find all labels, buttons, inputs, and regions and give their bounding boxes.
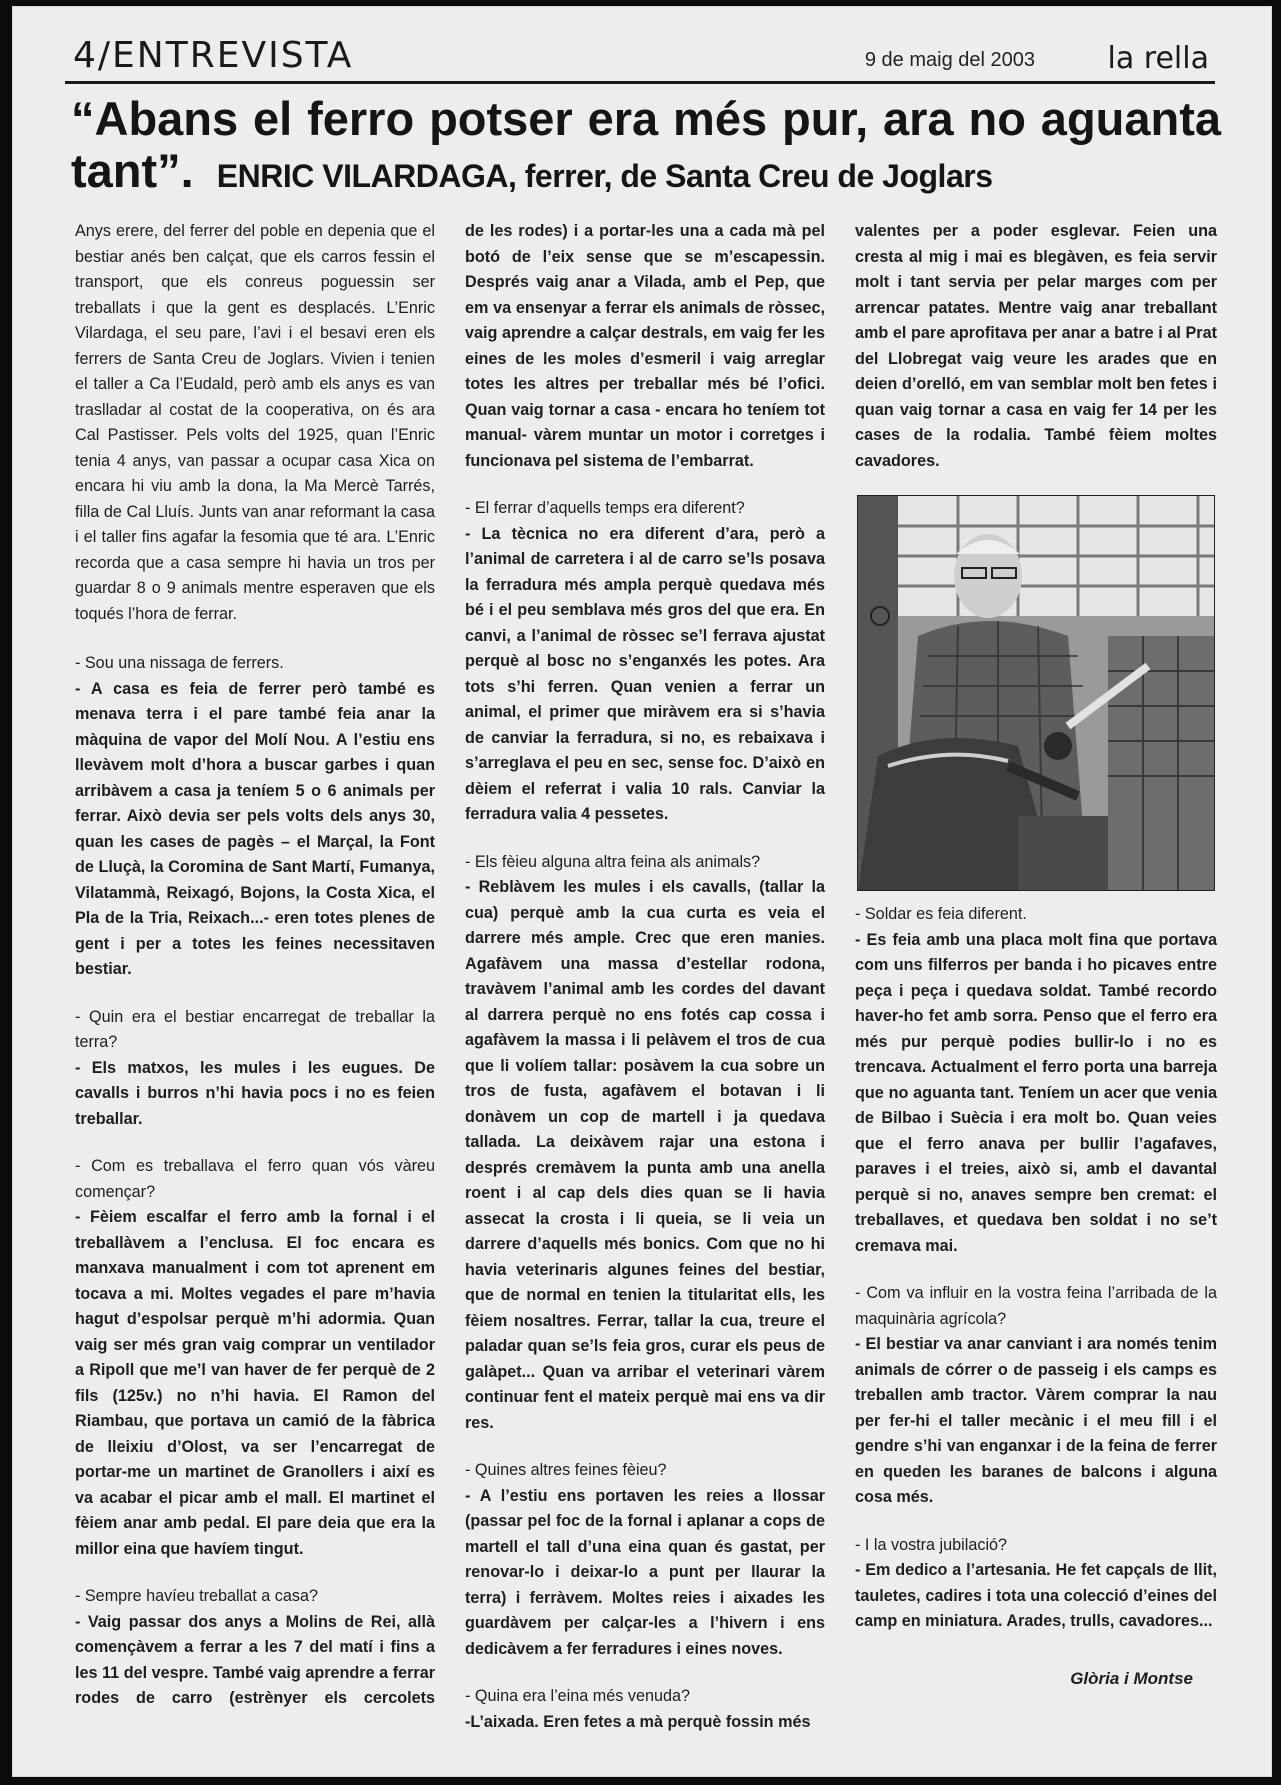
question: - El ferrar d’aquells temps era diferent? — [465, 499, 745, 517]
question: - Quin era el bestiar encarregat de treballar la terra? — [75, 1007, 435, 1051]
qa-block — [465, 850, 825, 1437]
qa-block — [465, 1458, 825, 1662]
question: - Sou una nissaga de ferrers. — [75, 654, 284, 672]
qa-block — [855, 1281, 1217, 1511]
answer: - A l’estiu ens portaven les reies a llossar (passar pel foc de la fornal i aplanar a cops de martell el tall d’una eina quan és gastat, per renovar-lo i deixar-lo a punt per llaurar la terra) i ferràvem. Moltes reies i aixades les guardàvem per calçar-les a l’hivern i ens dedicàvem a fer ferradures i eines noves. — [465, 1486, 825, 1658]
qa-block — [465, 496, 825, 828]
qa-block — [75, 651, 435, 983]
answer-part-1: -L’aixada. Eren fetes a mà perquè fossin més — [465, 1712, 811, 1731]
newspaper-page — [12, 6, 1272, 1777]
question: - Com es treballava el ferro quan vós vàreu començar? — [75, 1157, 435, 1201]
answer: - La tècnica no era diferent d’ara, però a l’animal de carretera i al de carro se’ls posava la ferradura més ampla perquè quedava més bé i el peu semblava més gros del que era. En canvi, a l’animal de ròssec se’l ferrava ajustat perquè al bosc no s’enganxés les potes. Ara tots s’hi ferren. Quan venien a ferrar un animal, el primer que miràvem era si s’havia de canviar la ferradura, si no, es rebaixava i s’arreglava el peu en sec, sense foc. D’això en dèiem el referrat i valia 10 rals. Canviar la ferradura valia 4 pessetes. — [465, 524, 825, 823]
article-column-3 — [855, 219, 1217, 1657]
page-header — [65, 37, 1215, 84]
qa-block — [465, 1684, 825, 1735]
headline-subtitle: ENRIC VILARDAGA, ferrer, de Santa Creu de Joglars — [216, 158, 993, 194]
interview-photo — [857, 495, 1215, 891]
qa-block — [75, 1154, 435, 1562]
article-column-2 — [465, 219, 825, 1735]
answer: - Es feia amb una placa molt fina que portava com uns filferros per banda i ho picaves entre peça i peça i quedava soldat. També recordo haver-ho fet amb sorra. Penso que el ferro era més pur perquè podies bullir-lo i no es trencava. Actualment el ferro porta una barreja que no aguanta tant. Teníem un acer que venia de Bilbao i Suècia i era molt bo. Quan veies que el ferro anava per bullir l’agafaves, paraves i el treies, això si, amb el davantal perquè si no, anaves sempre ben cremat: el treballaves, et quedava ben soldat i no se’t cremava mai. — [855, 930, 1217, 1255]
qa-continuation — [855, 219, 1217, 474]
qa-continuation — [465, 219, 825, 474]
intro-paragraph: Anys erere, del ferrer del poble en depenia que el bestiar anés ben calçat, que els carros fessin el transport, que els conreus poguessin ser treballats i que la gent es desplacés. L’Enric Vilardaga, el seu pare, l’avi i el besavi eren els ferrers de Santa Creu de Joglars. Vivien i tenien el taller a Ca l’Eudald, però amb els anys es van traslladar al costat de la cooperativa, on és ara Cal Pastisser. Pels volts del 1925, quan l’Enric tenia 4 anys, van passar a ocupar casa Xica on encara hi viu amb la dona, la Ma Mercè Tarrés, filla de Cal Lluís. Junts van anar reformant la casa i el taller fins agafar la fesomia que té ara. L’Enric recorda que a casa sempre hi havia un tros per guardar 8 o 9 animals mentre esperaven que els toqués l’hora de ferrar. — [75, 222, 435, 623]
question: - Quina era l’eina més venuda? — [465, 1687, 690, 1705]
headline-quote: “Abans el ferro potser era més pur, ara no aguanta tant”. — [71, 92, 1221, 197]
publication-name: la rella — [1107, 41, 1209, 76]
qa-block — [75, 1005, 435, 1133]
answer: - El bestiar va anar canviant i ara només tenim animals de córrer o de passeig i els camps es treballen amb tractor. Vàrem comprar la nau per fer-hi el taller mecànic i el meu fill i el gendre s’hi van enganxar i de la feina de ferrer en queden les baranes de balcons i alguna cosa més. — [855, 1335, 1217, 1506]
qa-block — [75, 1584, 435, 1712]
answer: - Fèiem escalfar el ferro amb la fornal i el treballàvem a l’enclusa. El foc encara es manxava manualment i com tot aprenent em tocava a mi. Moltes vegades el pare m’havia hagut d’espolsar perquè m’hi adormia. Quan vaig ser més gran vaig comprar un ventilador a Ripoll que me’l van haver de fer perquè de 2 fils (125v.) no n’hi havia. El Ramon del Riambau, que portava un camió de la fàbrica de lleixiu d’Olost, va ser l’encarregat de portar-me un martinet de Granollers i així es va acabar el picar amb el mall. El martinet el fèiem anar amb pedal. El pare deia que era la millor eina que havíem tingut. — [75, 1208, 435, 1558]
question: - Sempre havíeu treballat a casa? — [75, 1587, 318, 1605]
qa-block — [855, 1533, 1217, 1635]
article-column-1 — [75, 219, 435, 1712]
question: - I la vostra jubilació? — [855, 1535, 1008, 1554]
answer: - A casa es feia de ferrer però també es menava terra i el pare també feia anar la màquina de vapor del Molí Nou. A l’estiu ens llevàvem molt d’hora a buscar garbes i quan arribàvem a casa ja teníem 5 o 6 animals per ferrar. Això devia ser pels volts dels anys 30, quan les cases de pagès – el Marçal, la Font de Lluçà, la Coromina de Sant Martí, Fumanya, Vilatammà, Reixagó, Bojons, la Costa Xica, el Pla de la Tria, Reixach...- eren totes plenes de gent i per a totes les feines necessitaven bestiar. — [75, 679, 435, 978]
question: - Com va influir en la vostra feina l’arribada de la maquinària agrícola? — [855, 1284, 1217, 1328]
answer: - Em dedico a l’artesania. He fet capçals de llit, tauletes, cadires i tota una colecció d’eines del camp en miniatura. Arades, trulls, cavadores... — [855, 1561, 1217, 1630]
answer-part-2: de les rodes) i a portar-les una a cada mà pel botó de l’eix sense que se m’escapessin. Després vaig anar a Vilada, amb el Pep, que em va ensenyar a ferrar els animals de ròssec, vaig aprendre a calçar destrals, em vaig fer les eines de les moles d’esmeril i vaig arreglar totes les altres per treballar més bé l’ofici. Quan vaig tornar a casa - encara ho teníem tot manual- vàrem muntar un motor i corretges i funcionava pel sistema de l’embarrat. — [465, 222, 825, 470]
article-signature: Glòria i Montse — [1070, 1669, 1193, 1688]
question: - Soldar es feia diferent. — [855, 905, 1027, 923]
section-title: 4/ENTREVISTA — [73, 35, 354, 76]
answer-part-2: valentes per a poder esglevar. Feien una cresta al mig i mai es blegàven, es feia servir molt i tant servia per pelar marges com per arrencar patates. Mentre vaig anar treballant amb el pare aprofitava per anar a batre i al Prat del Llobregat vaig veure les arades que en deien d’orelló, em van semblar molt ben fetes i quan vaig tornar a casa en vaig fer 14 per les cases de la rodalia. També fèiem moltes cavadores. — [855, 222, 1217, 470]
question: - Quines altres feines fèieu? — [465, 1461, 667, 1479]
question: - Els fèieu alguna altra feina als animals? — [465, 852, 761, 871]
qa-block — [855, 902, 1217, 1259]
issue-date: 9 de maig del 2003 — [864, 49, 1035, 71]
answer: - Reblàvem les mules i els cavalls, (tallar la cua) perquè amb la cua curta es veia el darrere més ample. Crec que eren manies. Agafàvem una massa d’estellar rodona, travàvem l’animal amb les cordes del davant al darrera perquè no ens fotés cap cossa i agafàvem la massa i li pelàvem el tros de cua que li volíem tallar: posàvem la cua sobre un tros de fusta, agafàvem el botavan i li donàvem un cop de martell i ja quedava tallada. La deixàvem rajar una estona i després cremàvem la punta amb una anella roent i al cap dels dies quan se li havia assecat la crosta i li queia, se li veia un darrere d’aquells més bonics. Com que no hi havia veterinaris algunes feines del bestiar, que de normal en tenien la titularitat ells, les fèiem nosaltres. Ferrar, tallar la cua, treure el paladar quan se’ls feia gros, curar els peus de galàpet... Quan va arribar el veterinari vàrem continuar fent el mateix perquè mai ens va dir res. — [465, 878, 825, 1432]
article-headline — [71, 93, 1221, 202]
answer: - Els matxos, les mules i les eugues. De cavalls i burros n’hi havia pocs i no es feien treballar. — [75, 1058, 435, 1128]
answer-part-1: - Vaig passar dos anys a Molins de Rei, allà començàvem a ferrar a les 7 del matí i fins a les 11 del vespre. També vaig aprendre a ferrar rodes de carro (estrènyer els cercolets — [75, 1612, 435, 1707]
blacksmith-portrait-image — [858, 496, 1214, 890]
